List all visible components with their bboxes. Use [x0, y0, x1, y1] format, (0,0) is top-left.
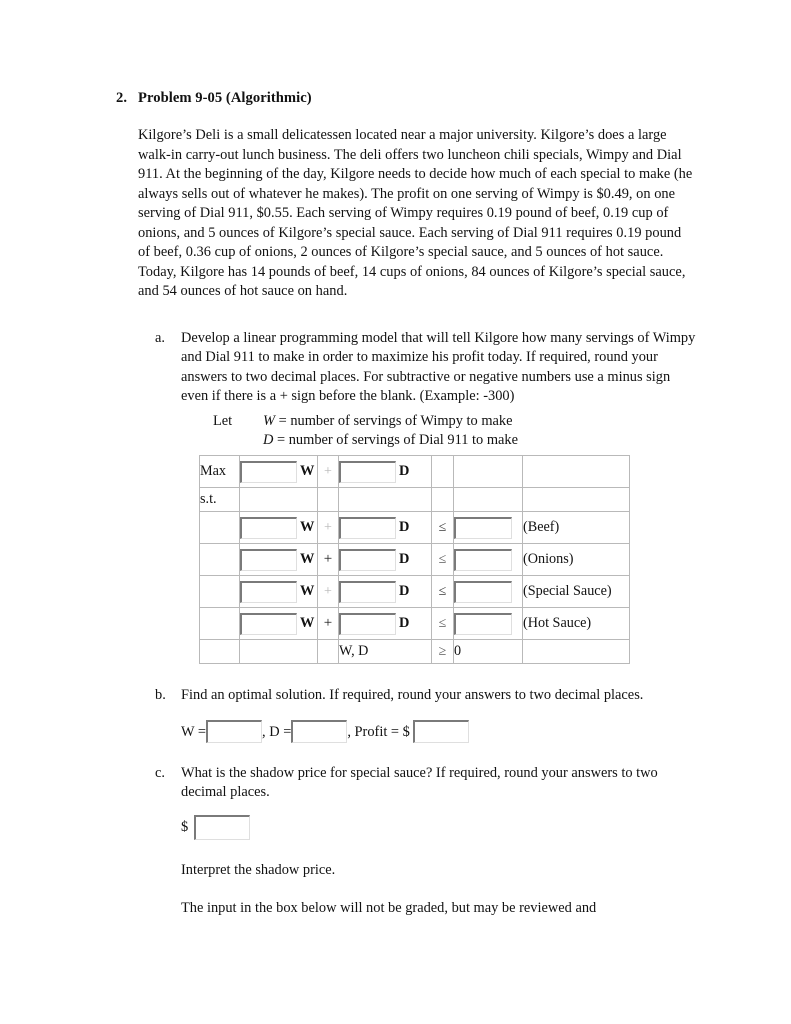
- constraint-0-w-input[interactable]: [240, 517, 297, 539]
- problem-title: Problem 9-05 (Algorithmic): [138, 90, 312, 106]
- profit-answer-label: , Profit = $: [347, 723, 410, 740]
- constraint-1-d-tag: D: [399, 551, 410, 567]
- constraint-1-rel-cell: [432, 544, 454, 576]
- plus-icon: +: [324, 584, 332, 599]
- page-title: [116, 90, 716, 107]
- constraint-0-w-tag: W: [300, 519, 315, 535]
- constraint-2-rhs-input[interactable]: [454, 581, 512, 603]
- objective-w-tag: W: [300, 463, 315, 479]
- plus-icon: +: [324, 520, 332, 535]
- constraint-3-w-tag: W: [300, 615, 315, 631]
- nonneg-rel-cell: [432, 640, 454, 664]
- subject-to-rhs-cell: [454, 488, 523, 512]
- greater-equal-icon: ≥: [438, 644, 447, 659]
- ungraded-notice: The input in the box below will not be graded, but may be reviewed and: [181, 900, 597, 916]
- d-answer-input[interactable]: [291, 720, 347, 743]
- constraint-1-label-cell: [200, 544, 240, 576]
- constraint-3-name: (Hot Sauce): [523, 615, 592, 631]
- constraint-3-w-input[interactable]: [240, 613, 297, 635]
- part-a-letter: a.: [155, 330, 165, 346]
- constraint-2-d-input[interactable]: [339, 581, 396, 603]
- optimal-solution-answer-line: [181, 719, 469, 744]
- shadow-price-currency-label: $: [181, 819, 189, 835]
- constraint-0-rhs-input[interactable]: [454, 517, 512, 539]
- constraint-1-w-tag: W: [300, 551, 315, 567]
- definition-d: [263, 431, 518, 450]
- constraint-3-rhs-cell: [454, 608, 523, 640]
- constraint-2-d-tag: D: [399, 583, 410, 599]
- problem-number: 2.: [116, 90, 128, 106]
- subject-to-name-cell: [523, 488, 630, 512]
- objective-plus-cell: [318, 456, 339, 488]
- constraint-0-label-cell: [200, 512, 240, 544]
- constraint-2-w-cell: [240, 576, 318, 608]
- constraint-1-rhs-cell: [454, 544, 523, 576]
- plus-icon: +: [323, 615, 333, 631]
- constraint-0-plus-cell: [318, 512, 339, 544]
- subject-to-w-cell: [240, 488, 318, 512]
- profit-answer-input[interactable]: [413, 720, 469, 743]
- constraint-0-d-cell: [339, 512, 432, 544]
- constraint-3-rhs-input[interactable]: [454, 613, 512, 635]
- part-b-letter: b.: [155, 687, 166, 703]
- table-row: [200, 544, 630, 576]
- constraint-2-name-cell: [523, 576, 630, 608]
- constraint-1-d-input[interactable]: [339, 549, 396, 571]
- d-answer-label: , D =: [262, 723, 292, 740]
- interpret-prompt: Interpret the shadow price.: [181, 862, 336, 878]
- constraint-3-name-cell: [523, 608, 630, 640]
- constraint-1-d-cell: [339, 544, 432, 576]
- less-equal-icon: ≤: [438, 552, 447, 567]
- objective-d-cell: [339, 456, 432, 488]
- constraint-3-w-cell: [240, 608, 318, 640]
- constraint-2-rel-cell: [432, 576, 454, 608]
- table-row-nonnegativity: [200, 640, 630, 664]
- constraint-0-rhs-cell: [454, 512, 523, 544]
- table-row: [200, 512, 630, 544]
- definition-w: [213, 412, 518, 431]
- objective-name-cell: [523, 456, 630, 488]
- constraint-2-d-cell: [339, 576, 432, 608]
- shadow-price-input[interactable]: [194, 815, 250, 840]
- constraint-1-w-input[interactable]: [240, 549, 297, 571]
- objective-w-input[interactable]: [240, 461, 297, 483]
- part-c-letter: c.: [155, 765, 165, 781]
- variable-w-symbol: W: [263, 413, 275, 429]
- objective-rel-cell: [432, 456, 454, 488]
- constraint-2-name: (Special Sauce): [523, 583, 612, 599]
- constraint-1-w-cell: [240, 544, 318, 576]
- subject-to-plus-cell: [318, 488, 339, 512]
- nonneg-vars-cell: [339, 640, 432, 664]
- less-equal-icon: ≤: [438, 584, 447, 599]
- constraint-0-w-cell: [240, 512, 318, 544]
- lp-model-table: [199, 455, 630, 664]
- constraint-1-name: (Onions): [523, 551, 574, 567]
- constraint-3-d-cell: [339, 608, 432, 640]
- nonneg-w-cell: [240, 640, 318, 664]
- table-row-subject-to: [200, 488, 630, 512]
- plus-icon: +: [323, 551, 333, 567]
- constraint-0-d-tag: D: [399, 519, 410, 535]
- shadow-price-answer-line: [181, 815, 250, 840]
- nonneg-plus-cell: [318, 640, 339, 664]
- nonneg-name-cell: [523, 640, 630, 664]
- objective-d-input[interactable]: [339, 461, 396, 483]
- table-row: [200, 608, 630, 640]
- question-part-a: [155, 329, 700, 407]
- part-b-text: Find an optimal solution. If required, round your answers to two decimal places.: [181, 687, 644, 703]
- variable-definitions: [213, 412, 518, 451]
- nonneg-label-cell: [200, 640, 240, 664]
- constraint-2-rhs-cell: [454, 576, 523, 608]
- objective-w-cell: [240, 456, 318, 488]
- constraint-3-d-input[interactable]: [339, 613, 396, 635]
- variable-d-symbol: D: [263, 432, 274, 449]
- constraint-1-rhs-input[interactable]: [454, 549, 512, 571]
- constraint-0-d-input[interactable]: [339, 517, 396, 539]
- table-row: [200, 576, 630, 608]
- nonneg-vars: W, D: [339, 643, 369, 659]
- nonneg-rhs: 0: [454, 643, 462, 659]
- nonneg-rhs-cell: [454, 640, 523, 664]
- part-a-text: Develop a linear programming model that will tell Kilgore how many servings of Wimpy and Dial 911 to make in order to maximize his profit today. If required, round your answers to two decimal places. For subtractive or negative numbers use a minus sign even if there is a + sign before the blank. (Example: -300): [181, 330, 696, 405]
- objective-rhs-cell: [454, 456, 523, 488]
- subject-to-rel-cell: [432, 488, 454, 512]
- part-c-text: What is the shadow price for special sauce? If required, round your answers to two decimal places.: [181, 765, 658, 801]
- objective-label: Max: [200, 463, 227, 479]
- constraint-3-rel-cell: [432, 608, 454, 640]
- constraint-3-d-tag: D: [399, 615, 410, 631]
- constraint-2-w-input[interactable]: [240, 581, 297, 603]
- question-part-b: [155, 686, 700, 705]
- w-answer-label: W =: [181, 723, 207, 740]
- let-keyword: Let: [213, 413, 233, 429]
- subject-to-label-cell: [200, 488, 240, 512]
- constraint-0-rel-cell: [432, 512, 454, 544]
- constraint-0-name-cell: [523, 512, 630, 544]
- table-row-objective: [200, 456, 630, 488]
- constraint-2-label-cell: [200, 576, 240, 608]
- constraint-0-name: (Beef): [523, 519, 560, 535]
- problem-statement: Kilgore’s Deli is a small delicatessen located near a major university. Kilgore’s does a large walk-in carry-out lunch business. The deli offers two luncheon chili specials, Wimpy and Dial 911. At the beginning of the day, Kilgore needs to decide how much of each special to make (he always sells out of whatever he makes). The profit on one serving of Wimpy is $0.49, on one serving of Dial 911, $0.55. Each serving of Wimpy requires 0.19 pound of beef, 0.19 cup of onions, and 5 ounces of Kilgore’s special sauce. Each serving of Dial 911 requires 0.19 pound of beef, 0.36 cup of onions, 2 ounces of Kilgore’s special sauce, and 5 ounces of hot sauce. Today, Kilgore has 14 pounds of beef, 14 cups of onions, 84 ounces of Kilgore’s special sauce, and 54 ounces of hot sauce on hand.: [138, 127, 693, 300]
- subject-to-label: s.t.: [200, 491, 217, 507]
- plus-icon: +: [324, 464, 332, 479]
- constraint-1-name-cell: [523, 544, 630, 576]
- less-equal-icon: ≤: [438, 520, 447, 535]
- less-equal-icon: ≤: [438, 616, 447, 631]
- constraint-2-w-tag: W: [300, 583, 315, 599]
- objective-d-tag: D: [399, 463, 410, 479]
- definition-w-text: = number of servings of Wimpy to make: [278, 413, 513, 429]
- definition-d-text: = number of servings of Dial 911 to make: [277, 432, 518, 449]
- w-answer-input[interactable]: [206, 720, 262, 743]
- constraint-3-plus-cell: [318, 608, 339, 640]
- subject-to-d-cell: [339, 488, 432, 512]
- constraint-2-plus-cell: [318, 576, 339, 608]
- constraint-3-label-cell: [200, 608, 240, 640]
- question-part-c: [155, 764, 685, 803]
- objective-label-cell: [200, 456, 240, 488]
- constraint-1-plus-cell: [318, 544, 339, 576]
